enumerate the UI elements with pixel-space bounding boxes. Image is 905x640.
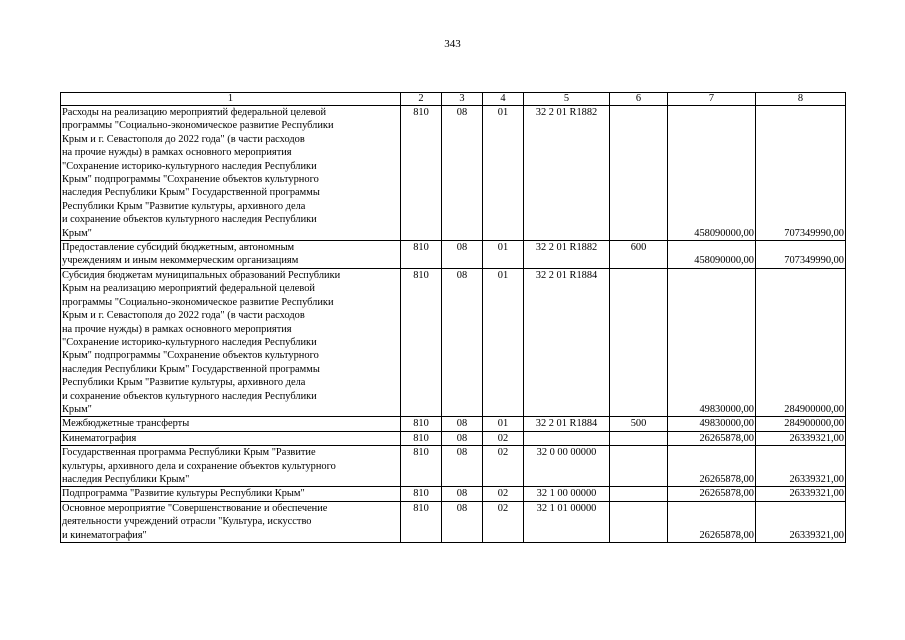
- amount-col8: 707349990,00: [756, 106, 846, 241]
- header-cell: 4: [483, 93, 524, 106]
- table-row: [61, 431, 846, 445]
- code-subsection: 02: [483, 446, 524, 487]
- amount-col7: 26265878,00: [668, 487, 756, 501]
- code-section: 08: [442, 268, 483, 416]
- code-target: 32 2 01 R1884: [524, 268, 610, 416]
- row-description: Предоставление субсидий бюджетным, автономным учреждениям и иным некоммерческим организациям: [61, 241, 401, 269]
- code-section: 08: [442, 487, 483, 501]
- code-target: [524, 431, 610, 445]
- header-cell: 7: [668, 93, 756, 106]
- header-cell: 2: [401, 93, 442, 106]
- code-admin: 810: [401, 446, 442, 487]
- table-row: [61, 241, 846, 269]
- amount-col7: 458090000,00: [668, 106, 756, 241]
- code-expense-type: [610, 431, 668, 445]
- code-admin: 810: [401, 241, 442, 269]
- header-cell: 8: [756, 93, 846, 106]
- code-admin: 810: [401, 487, 442, 501]
- table-row: [61, 446, 846, 487]
- code-admin: 810: [401, 268, 442, 416]
- code-subsection: 02: [483, 487, 524, 501]
- row-description: Кинематография: [61, 431, 401, 445]
- code-section: 08: [442, 106, 483, 241]
- table-row: [61, 417, 846, 431]
- code-expense-type: 500: [610, 417, 668, 431]
- code-admin: 810: [401, 431, 442, 445]
- code-subsection: 01: [483, 106, 524, 241]
- code-admin: 810: [401, 106, 442, 241]
- code-target: 32 1 01 00000: [524, 501, 610, 542]
- code-subsection: 02: [483, 431, 524, 445]
- page-number: 343: [444, 38, 461, 50]
- code-section: 08: [442, 417, 483, 431]
- table-row: [61, 501, 846, 542]
- code-target: 32 2 01 R1882: [524, 241, 610, 269]
- code-admin: 810: [401, 501, 442, 542]
- amount-col8: 26339321,00: [756, 431, 846, 445]
- code-subsection: 01: [483, 417, 524, 431]
- header-cell: 3: [442, 93, 483, 106]
- amount-col8: 26339321,00: [756, 501, 846, 542]
- code-admin: 810: [401, 417, 442, 431]
- code-section: 08: [442, 446, 483, 487]
- code-expense-type: [610, 268, 668, 416]
- code-expense-type: [610, 446, 668, 487]
- amount-col8: 707349990,00: [756, 241, 846, 269]
- code-expense-type: [610, 487, 668, 501]
- row-description: Основное мероприятие "Совершенствование и обеспечение деятельности учреждений отрасли "Культура, искусство и кинематография": [61, 501, 401, 542]
- amount-col7: 458090000,00: [668, 241, 756, 269]
- code-expense-type: [610, 106, 668, 241]
- amount-col8: 26339321,00: [756, 487, 846, 501]
- header-cell: 6: [610, 93, 668, 106]
- code-expense-type: 600: [610, 241, 668, 269]
- code-target: 32 2 01 R1882: [524, 106, 610, 241]
- code-section: 08: [442, 241, 483, 269]
- header-cell: 5: [524, 93, 610, 106]
- row-description: Государственная программа Республики Крым "Развитие культуры, архивного дела и сохранение объектов культурного наследия Республики Крым": [61, 446, 401, 487]
- row-description: Расходы на реализацию мероприятий федеральной целевой программы "Социально-экономическое развитие Республики Крым и г. Севастополя до 2022 года" (в части расходов на прочие нужды) в рамках основного мероприятия "Сохранение историко-культурного наследия Республики Крым" подпрограммы "Сохранение объектов культурного наследия Республики Крым" Государственной программы Республики Крым "Развитие культуры, архивного дела и сохранение объектов культурного наследия Республики Крым": [61, 106, 401, 241]
- amount-col7: 26265878,00: [668, 431, 756, 445]
- code-target: 32 0 00 00000: [524, 446, 610, 487]
- table-row: [61, 268, 846, 416]
- code-subsection: 01: [483, 241, 524, 269]
- budget-table: [60, 92, 846, 543]
- amount-col7: 49830000,00: [668, 268, 756, 416]
- code-subsection: 01: [483, 268, 524, 416]
- row-description: Субсидия бюджетам муниципальных образований Республики Крым на реализацию мероприятий федеральной целевой программы "Социально-экономическое развитие Республики Крым и г. Севастополя до 2022 года" (в части расходов на прочие нужды) в рамках основного мероприятия "Сохранение историко-культурного наследия Республики Крым" подпрограммы "Сохранение объектов культурного наследия Республики Крым" Государственной программы Республики Крым "Развитие культуры, архивного дела и сохранение объектов культурного наследия Республики Крым": [61, 268, 401, 416]
- header-cell: 1: [61, 93, 401, 106]
- amount-col8: 284900000,00: [756, 417, 846, 431]
- table-row: [61, 106, 846, 241]
- code-target: 32 1 00 00000: [524, 487, 610, 501]
- row-description: Подпрограмма "Развитие культуры Республики Крым": [61, 487, 401, 501]
- amount-col7: 26265878,00: [668, 446, 756, 487]
- code-expense-type: [610, 501, 668, 542]
- code-target: 32 2 01 R1884: [524, 417, 610, 431]
- code-subsection: 02: [483, 501, 524, 542]
- header-row: [61, 93, 846, 106]
- code-section: 08: [442, 431, 483, 445]
- row-description: Межбюджетные трансферты: [61, 417, 401, 431]
- amount-col7: 49830000,00: [668, 417, 756, 431]
- table-row: [61, 487, 846, 501]
- amount-col8: 284900000,00: [756, 268, 846, 416]
- amount-col7: 26265878,00: [668, 501, 756, 542]
- amount-col8: 26339321,00: [756, 446, 846, 487]
- code-section: 08: [442, 501, 483, 542]
